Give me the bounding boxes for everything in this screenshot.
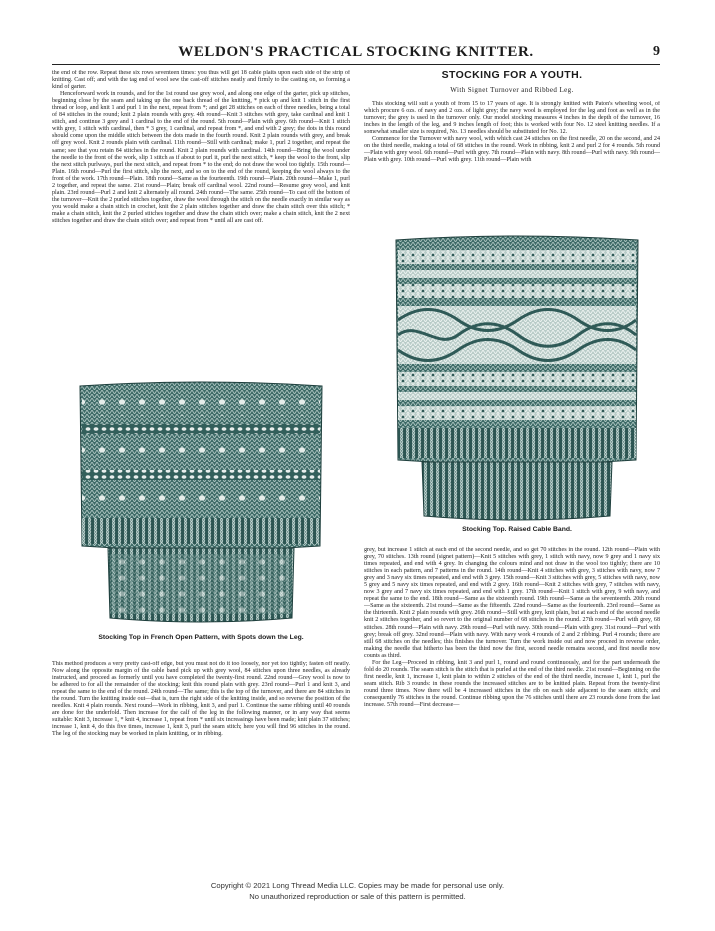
stocking-top-raised-cable-illustration xyxy=(388,234,646,522)
right-column-top xyxy=(364,101,660,231)
paragraph: For the Leg—Proceed in ribbing, knit 3 and purl 1, round and round continuously, and for the part underneath the fold do 20 rounds. The seam stitch is the stitch that is purled at the end of the third needle. 21st round—Beginning on the first needle, knit 1, increase 1, knit plain to within 2 stitches of the end of the third needle, increase 1, knit 1, purl the seam stitch. Rib 3 rounds: in these rounds the increased stitches are to be knitted plain. Repeat from the twenty-first round three times. Now there will be 4 increased stitches in the rib on each side adjacent to the seam stitch; and consequently 76 stitches in the round. Continue ribbing upon the 76 stitches until there are 23 rounds done from the last increase. 57th round—First decrease— xyxy=(364,659,660,709)
left-figure-caption: Stocking Top in French Open Pattern, with Spots down the Leg. xyxy=(98,634,304,641)
section-subtitle: With Signet Turnover and Ribbed Leg. xyxy=(450,86,574,94)
paragraph: Henceforward work in rounds, and for the 1st round use grey wool, and along one edge of the garter, pick up stitches, beginning close by the seam and taking up the one back thread of the knitting, * pick up and knit 1 stitch in the first thread or loop, and knit 1 and purl 1 in the next, repeat from *; and get 28 stitches on each of three needles, being a total of 84 stitches in the round; knit 2 plain rounds with grey. 4th round—Knit 3 stitches with grey, take cardinal and knit 1 stitch, and continue 3 grey and 1 cardinal to the end of the round. 5th round—Plain with grey. 6th round—Knit 1 stitch with grey, 1 stitch with cardinal, then * 3 grey, 1 cardinal, and repeat from *, and end with 2 grey; the dots in this round should come upon the middle stitch between the dots made in the fourth round. Knit 2 plain rounds with grey, and break off grey wool. Knit 2 rounds plain with cardinal. 11th round—Still with cardinal; make 1, purl 2 together, and repeat the same; see that you retain 84 stitches in the round. Knit 2 plain rounds with cardinal. 14th round—Bring the wool under the needle to the front of the work, slip 1 stitch as if about to purl it, purl the next stitch, * keep the wool to the front, slip the next stitch purlways, purl the next stitch, and repeat from * to the end; do not draw the wool too tightly. 15th round—Plain. 16th round—Purl the first stitch, slip the next, and so on to the end of the round, keeping the wool always to the front of the work. 17th round—Plain. 18th round—Same as the fourteenth. 19th round—Plain. 20th round—Make 1, purl 2 together, and repeat the same. 21st round—Plain; break off cardinal wool. 22nd round—Resume grey wool, and knit plain. 23rd round—Purl 2 and knit 2 alternately all round. 24th round—The same. 25th round—To cast off the bottom of the turnover—Knit the 2 purled stitches together, draw the wool through the stitch on the needle exactly in similar way as you would make a chain stitch in crochet, knit the 2 plain stitches together and draw the chain stitch over this stitch; * make a chain stitch, knit the 2 purled stitches together and draw the chain stitch over; make a chain stitch, knit the 2 next stitches together and draw the chain stitch over; and repeat from * until all are cast off. xyxy=(52,91,350,224)
page-header xyxy=(52,40,660,65)
page-number: 9 xyxy=(653,44,660,59)
footer-line: Copyright © 2021 Long Thread Media LLC. Copies may be made for personal use only. xyxy=(210,881,505,890)
paragraph: grey, but increase 1 stitch at each end of the second needle, and so get 70 stitches in the round. 12th round—Plain with grey, 70 stitches. 13th round (signet pattern)—Knit 5 stitches with grey, 1 stitch with navy, now 9 grey and 1 navy six times repeated, and end with 4 grey. In changing the colours mind and not draw in the wool too tightly; there are 10 stitches in each pattern, and 7 patterns in the round. 14th round—Knit 4 stitches with grey, 3 stitches with navy, now 7 grey and 3 navy six times repeated, and end with 3 grey. 15th round—Knit 3 stitches with grey, 5 stitches with navy, now 5 grey and 5 navy six times repeated, and end with 2 grey. 16th round—Knit 2 stitches with grey, 7 stitches with navy, now 3 grey and 7 navy six times repeated, and end with 1 grey. 17th round—Knit 1 stitch with grey, 9 with navy, and repeat the same to the end. 18th round—Same as the sixteenth round. 19th round—Same as the seventeenth. 20th round—Same as the sixteenth. 21st round—Same as the fifteenth. 22nd round—Same as the fourteenth. 23rd round—Same as the thirteenth. Knit 2 plain rounds with grey. 26th round—Still with grey, knit plain, but at each end of the second needle knit 2 stitches together, and so revert to the original number of 68 stitches in the round. 27th round—Purl with grey, 68 stitches. 28th round—Plain with navy. 29th round—Purl with navy. 30th round—Plain with grey. 31st round—Purl with grey; break off grey. 32nd round—Plain with navy. With navy work 4 rounds of 2 and 2 ribbing. Purl 4 rounds; there are still 68 stitches on the needles; this finishes the turnover. Turn the work inside out and now proceed in reverse order, making the needle that hitherto has been the third now the first, second needle remains second, and first needle now counts as third. xyxy=(364,547,660,659)
copyright-footer xyxy=(0,880,715,902)
paragraph: This stocking will suit a youth of from 15 to 17 years of age. It is strongly knitted with Paton's wheeling wool, of which procure 6 ozs. of navy and 2 ozs. of light grey; the navy wool is employed for the leg and foot as well as in the turnover; the grey is used in the turnover only. Our model stocking measures 4 inches in the depth of the turnover, 16 inches in the length of the leg, and 9 inches length of foot; this is worked with four No. 12 steel knitting needles. If a somewhat smaller size is required, No. 13 needles should be substituted for No. 12. xyxy=(364,101,660,136)
right-figure-caption: Stocking Top. Raised Cable Band. xyxy=(462,526,572,533)
paragraph: the end of the row. Repeat these six rows seventeen times: you thus will get 18 cable plaits upon each side of the strip of knitting. Cast off; and with the tag end of wool sew the cast-off stitches neatly and firmly to the casting on, so forming a kind of garter. xyxy=(52,70,350,91)
header-title: WELDON'S PRACTICAL STOCKING KNITTER. xyxy=(178,44,534,60)
paragraph: Commence for the Turnover with navy wool, with which cast 24 stitches on the first needle, 20 on the second, and 24 on the third needle, making a total of 68 stitches in the round. Work in ribbing, knit 2 and purl 2 for 4 rounds. 5th round—Plain with grey wool. 6th round—Purl with grey. 7th round—Plain with navy. 8th round—Purl with navy. 9th round—Plain with grey. 10th round—Purl with grey. 11th round—Plain with xyxy=(364,136,660,164)
footer-line: No unauthorized reproduction or sale of this pattern is permitted. xyxy=(249,892,466,901)
section-title: STOCKING FOR A YOUTH. xyxy=(441,69,583,81)
right-column-bottom xyxy=(364,547,660,847)
paragraph: This method produces a very pretty cast-off edge, but you must not do it too loosely, nor yet too tightly; fasten off neatly. Now along the opposite margin of the cable band pick up with grey wool, 84 stitches upon three needles, as already instructed, and proceed as formerly until you have completed the twenty-first round. 22nd round—Grey wool is now to be adhered to for all the remainder of the stocking; knit this round plain with grey. 23rd round—Purl 1 and knit 3, and repeat the same to the end of the round. 24th round—The same; this is the top of the turnover, and there are 84 stitches in the round. Turn the knitting inside out—that is, turn the right side of the knitting inside, and so reverse the position of the needles. Knit 4 plain rounds. Next round—Work in ribbing, knit 3, and purl 1. Continue the same ribbing until 40 rounds are done for the underfold. Then increase for the calf of the leg in the following manner, or in any way that seems suitable: Knit 3, increase 1, * knit 4, increase 1, repeat from * until six increasings have been made; knit plain 37 stitches; increase 1, knit 4, do this five times, increase 1, knit 3, purl the seam stitch; here you will find 96 stitches in the round. The leg of the stocking may be worked in plain knitting, or in ribbing. xyxy=(52,661,350,738)
stocking-top-french-open-illustration xyxy=(52,378,350,630)
left-column-top xyxy=(52,70,350,370)
left-column-bottom xyxy=(52,661,350,847)
